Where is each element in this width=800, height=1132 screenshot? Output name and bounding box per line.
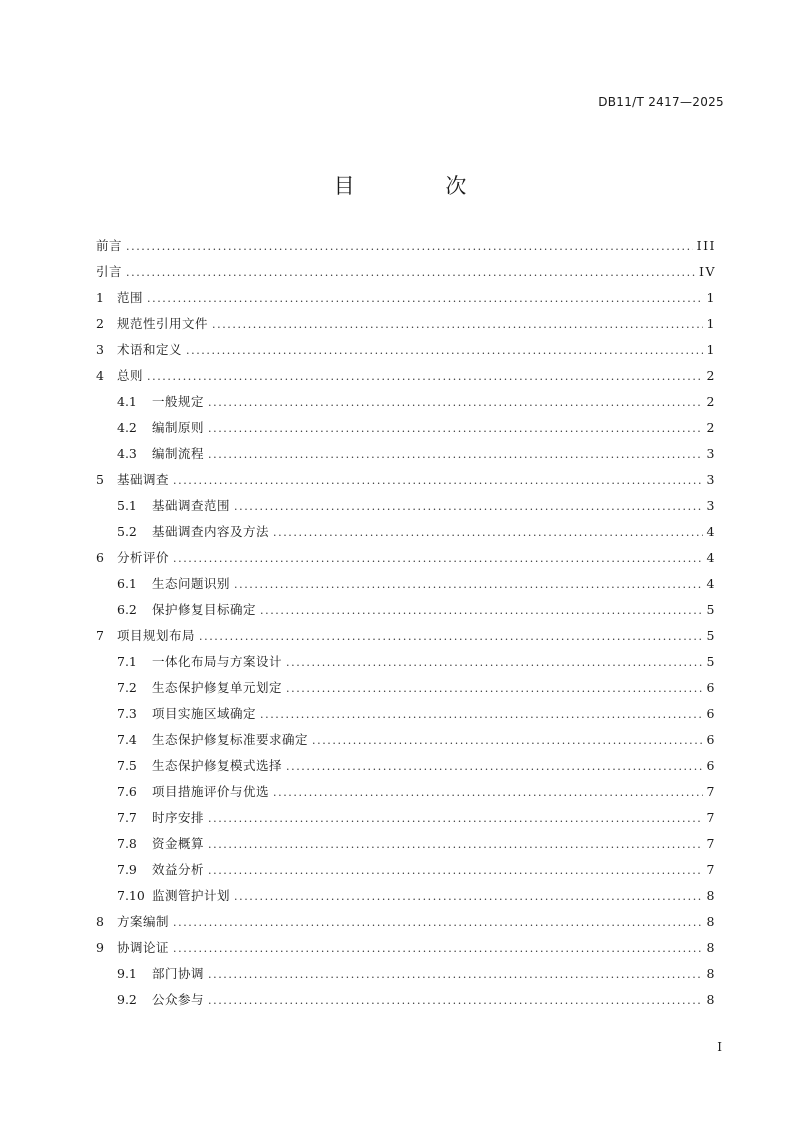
toc-entry-page: 4: [706, 524, 716, 539]
dot-leader: [234, 494, 703, 520]
dot-leader: [147, 286, 703, 312]
toc-entry[interactable]: [96, 883, 716, 909]
toc-entry[interactable]: [96, 415, 716, 441]
toc-entry-title: 前言: [96, 238, 123, 253]
toc-entry[interactable]: [96, 857, 716, 883]
toc-entry-number: 9.2: [117, 992, 137, 1007]
toc-entry-page: 3: [706, 446, 716, 461]
toc-entry-page: 8: [706, 888, 716, 903]
toc-entry[interactable]: [96, 311, 716, 337]
toc-entry-number: 6: [96, 550, 104, 565]
dot-leader: [173, 910, 703, 936]
toc-entry-page: 5: [706, 654, 716, 669]
toc-entry-title: 编制流程: [152, 446, 205, 461]
dot-leader: [208, 858, 703, 884]
toc-entry-title: 规范性引用文件: [117, 316, 209, 331]
toc-entry[interactable]: [96, 987, 716, 1013]
toc-entry[interactable]: [96, 441, 716, 467]
toc-entry-title: 总则: [117, 368, 144, 383]
dot-leader: [286, 676, 703, 702]
toc-entry[interactable]: [96, 805, 716, 831]
toc-entry-page: 4: [706, 550, 716, 565]
toc-entry-page: 8: [706, 940, 716, 955]
dot-leader: [186, 338, 703, 364]
toc-entry-page: 1: [706, 342, 716, 357]
toc-entry-page: 5: [706, 602, 716, 617]
toc-entry-number: 5: [96, 472, 104, 487]
toc-entry-number: 7.2: [117, 680, 137, 695]
toc-entry[interactable]: [96, 727, 716, 753]
toc-entry-page: 2: [706, 420, 716, 435]
toc-entry-number: 4: [96, 368, 104, 383]
toc-entry-page: 7: [706, 836, 716, 851]
toc-entry-page: 6: [706, 732, 716, 747]
dot-leader: [173, 936, 703, 962]
toc-entry-title: 项目措施评价与优选: [152, 784, 270, 799]
toc-entry-number: 1: [96, 290, 104, 305]
toc-entry-number: 9.1: [117, 966, 137, 981]
toc-entry-title: 一体化布局与方案设计: [152, 654, 283, 669]
toc-entry-title: 方案编制: [117, 914, 170, 929]
toc-entry-page: 8: [706, 992, 716, 1007]
toc-entry[interactable]: [96, 493, 716, 519]
toc-entry-title: 部门协调: [152, 966, 205, 981]
dot-leader: [212, 312, 703, 338]
dot-leader: [208, 832, 703, 858]
toc-title: 目 次: [333, 174, 509, 198]
toc-entry-number: 7.6: [117, 784, 137, 799]
dot-leader: [260, 702, 703, 728]
toc-entry[interactable]: [96, 701, 716, 727]
toc-entry[interactable]: [96, 623, 716, 649]
toc-entry-number: 2: [96, 316, 104, 331]
dot-leader: [312, 728, 703, 754]
toc-entry-number: 7.4: [117, 732, 137, 747]
toc-entry-number: 5.1: [117, 498, 137, 513]
toc-entry-page: 5: [706, 628, 716, 643]
toc-entry-page: 4: [706, 576, 716, 591]
toc-entry-title: 范围: [117, 290, 144, 305]
dot-leader: [208, 988, 703, 1014]
toc-entry-page: 7: [706, 862, 716, 877]
toc-entry-number: 4.1: [117, 394, 137, 409]
toc-entry-page: 7: [706, 810, 716, 825]
toc-entry-number: 4.3: [117, 446, 137, 461]
toc-entry[interactable]: [96, 779, 716, 805]
toc-entry-title: 生态保护修复单元划定: [152, 680, 283, 695]
dot-leader: [273, 780, 703, 806]
toc-entry-page: 6: [706, 758, 716, 773]
toc-entry[interactable]: [96, 597, 716, 623]
toc-entry-number: 7.10: [117, 888, 145, 903]
toc-entry-title: 公众参与: [152, 992, 205, 1007]
toc-entry-number: 7.7: [117, 810, 137, 825]
toc-entry-title: 编制原则: [152, 420, 205, 435]
toc-entry-title: 效益分析: [152, 862, 205, 877]
toc-entry[interactable]: [96, 467, 716, 493]
toc-entry[interactable]: [96, 753, 716, 779]
toc-entry-page: 8: [706, 966, 716, 981]
dot-leader: [273, 520, 703, 546]
toc-entry-number: 7.9: [117, 862, 137, 877]
toc-entry-number: 7.8: [117, 836, 137, 851]
toc-entry-page: 1: [706, 290, 716, 305]
toc-entry[interactable]: [96, 259, 716, 285]
toc-entry-title: 项目规划布局: [117, 628, 196, 643]
toc-entry[interactable]: [96, 675, 716, 701]
toc-entry[interactable]: [96, 337, 716, 363]
toc-entry-title: 基础调查内容及方法: [152, 524, 270, 539]
page-number: I: [717, 1040, 722, 1054]
toc-entry[interactable]: [96, 649, 716, 675]
toc-entry-number: 7.3: [117, 706, 137, 721]
toc-entry-page: 6: [706, 706, 716, 721]
dot-leader: [147, 364, 703, 390]
toc-entry-title: 一般规定: [152, 394, 205, 409]
dot-leader: [286, 650, 703, 676]
dot-leader: [173, 468, 703, 494]
dot-leader: [208, 390, 703, 416]
toc-entry-page: 1: [706, 316, 716, 331]
toc-entry-title: 引言: [96, 264, 123, 279]
toc-entry-title: 生态保护修复模式选择: [152, 758, 283, 773]
toc-entry-page: 7: [706, 784, 716, 799]
toc-entry[interactable]: [96, 571, 716, 597]
toc-entry-page: 2: [706, 368, 716, 383]
toc-entry-page: 3: [706, 472, 716, 487]
toc-entry[interactable]: [96, 935, 716, 961]
toc-entry-title: 协调论证: [117, 940, 170, 955]
dot-leader: [208, 416, 703, 442]
dot-leader: [208, 962, 703, 988]
table-of-contents: [96, 233, 716, 1013]
toc-entry-page: IV: [699, 264, 716, 279]
dot-leader: [208, 442, 703, 468]
toc-entry[interactable]: [96, 961, 716, 987]
toc-entry[interactable]: [96, 831, 716, 857]
toc-entry-title: 时序安排: [152, 810, 205, 825]
toc-entry-number: 6.1: [117, 576, 137, 591]
toc-entry-number: 3: [96, 342, 104, 357]
toc-entry-title: 生态保护修复标准要求确定: [152, 732, 309, 747]
dot-leader: [126, 234, 693, 260]
toc-entry-title: 基础调查: [117, 472, 170, 487]
dot-leader: [234, 572, 703, 598]
toc-entry-number: 7.1: [117, 654, 137, 669]
dot-leader: [126, 260, 695, 286]
dot-leader: [173, 546, 703, 572]
toc-entry-title: 生态问题识别: [152, 576, 231, 591]
dot-leader: [286, 754, 703, 780]
toc-entry-number: 6.2: [117, 602, 137, 617]
toc-entry-page: III: [696, 238, 716, 253]
toc-entry-title: 监测管护计划: [152, 888, 231, 903]
toc-entry-page: 8: [706, 914, 716, 929]
toc-entry-title: 分析评价: [117, 550, 170, 565]
toc-entry[interactable]: [96, 545, 716, 571]
toc-entry[interactable]: [96, 389, 716, 415]
toc-entry[interactable]: [96, 519, 716, 545]
toc-entry-page: 6: [706, 680, 716, 695]
document-code: DB11/T 2417—2025: [598, 95, 724, 109]
toc-entry-number: 7.5: [117, 758, 137, 773]
dot-leader: [199, 624, 703, 650]
toc-entry-page: 2: [706, 394, 716, 409]
toc-entry-number: 4.2: [117, 420, 137, 435]
dot-leader: [260, 598, 703, 624]
toc-entry-title: 项目实施区域确定: [152, 706, 257, 721]
toc-entry-title: 术语和定义: [117, 342, 183, 357]
toc-entry[interactable]: [96, 909, 716, 935]
toc-entry-number: 7: [96, 628, 104, 643]
dot-leader: [208, 806, 703, 832]
toc-entry-page: 3: [706, 498, 716, 513]
toc-entry-number: 8: [96, 914, 104, 929]
toc-entry[interactable]: [96, 233, 716, 259]
toc-entry-title: 基础调查范围: [152, 498, 231, 513]
toc-entry-title: 资金概算: [152, 836, 205, 851]
toc-entry-number: 9: [96, 940, 104, 955]
dot-leader: [234, 884, 703, 910]
toc-entry-number: 5.2: [117, 524, 137, 539]
toc-entry[interactable]: [96, 363, 716, 389]
toc-entry[interactable]: [96, 285, 716, 311]
toc-entry-title: 保护修复目标确定: [152, 602, 257, 617]
